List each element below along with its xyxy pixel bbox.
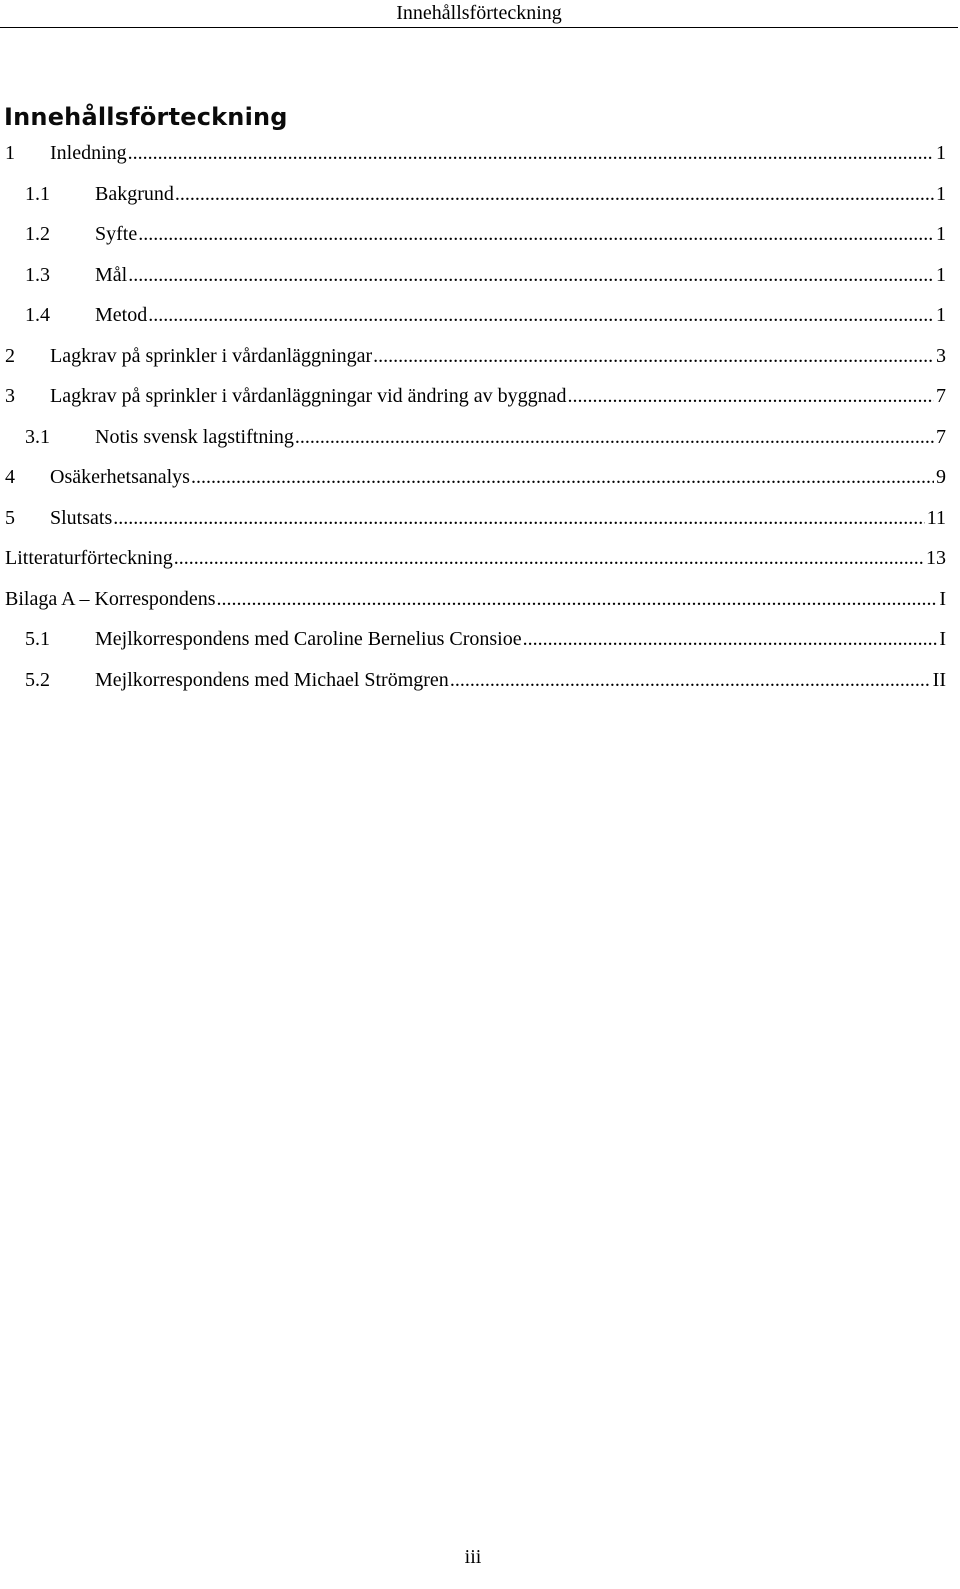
toc-entry[interactable] [0, 586, 946, 627]
toc-entry-page: 1 [936, 304, 946, 326]
toc-entry-page: I [939, 587, 946, 610]
toc-entry[interactable] [0, 545, 946, 586]
dot-leader [174, 545, 924, 572]
toc-entry-page: II [932, 668, 946, 691]
toc-entry-number: 1.1 [25, 182, 50, 205]
toc-entry[interactable] [0, 464, 946, 505]
toc-entry[interactable] [0, 302, 946, 343]
toc-entry-label: Bakgrund [95, 182, 174, 205]
toc-entry-page: 13 [926, 547, 946, 569]
toc-entry-number: 1 [5, 142, 15, 164]
dot-leader [128, 140, 934, 167]
dot-leader [295, 424, 934, 451]
toc-entry-page: 11 [926, 506, 946, 529]
dot-leader [373, 343, 934, 370]
toc-entry-label: Lagkrav på sprinkler i vårdanläggningar vid ändring av byggnad [50, 385, 567, 407]
toc-title: Innehållsförteckning [4, 103, 288, 131]
toc-entry-number: 2 [5, 344, 15, 367]
toc-entry-number: 4 [5, 466, 15, 488]
toc-entry-label: Litteraturförteckning [5, 547, 173, 569]
dot-leader [568, 383, 934, 410]
toc-entry-page: 1 [936, 223, 946, 245]
toc-entry[interactable] [0, 626, 946, 667]
toc-list [0, 140, 946, 707]
toc-entry[interactable] [0, 667, 946, 708]
toc-entry-number: 1.2 [25, 223, 50, 245]
dot-leader [191, 464, 934, 491]
toc-entry-number: 3 [5, 385, 15, 407]
toc-entry-number: 5.1 [25, 628, 50, 650]
toc-entry-label: Mejlkorrespondens med Michael Strömgren [95, 668, 449, 691]
toc-entry[interactable] [0, 505, 946, 546]
toc-entry[interactable] [0, 181, 946, 222]
toc-entry-page: 3 [936, 344, 946, 367]
toc-entry-label: Slutsats [50, 506, 113, 529]
dot-leader [175, 181, 934, 208]
running-header-title: Innehållsförteckning [396, 2, 562, 24]
dot-leader [128, 262, 934, 289]
toc-entry-number: 3.1 [25, 425, 50, 448]
dot-leader [217, 586, 938, 613]
toc-entry[interactable] [0, 383, 946, 424]
toc-entry-page: 1 [936, 263, 946, 286]
toc-entry-page: 7 [936, 385, 946, 407]
toc-entry[interactable] [0, 424, 946, 465]
dot-leader [148, 302, 934, 329]
dot-leader [138, 221, 934, 248]
toc-entry-page: I [939, 628, 946, 650]
toc-entry[interactable] [0, 221, 946, 262]
toc-entry-page: 9 [936, 466, 946, 488]
toc-entry-number: 1.3 [25, 263, 50, 286]
toc-entry-label: Lagkrav på sprinkler i vårdanläggningar [50, 344, 373, 367]
toc-entry-label: Notis svensk lagstiftning [95, 425, 294, 448]
dot-leader [450, 667, 931, 694]
toc-entry[interactable] [0, 343, 946, 384]
dot-leader [113, 505, 924, 532]
toc-entry-label: Mejlkorrespondens med Caroline Bernelius Cronsioe [95, 628, 522, 650]
toc-entry-page: 7 [936, 425, 946, 448]
dot-leader [523, 626, 938, 653]
running-header [0, 0, 958, 28]
toc-entry-number: 5 [5, 506, 15, 529]
page-footer [0, 1544, 946, 1570]
page-number: iii [464, 1546, 482, 1568]
toc-entry[interactable] [0, 262, 946, 303]
toc-entry-label: Syfte [95, 223, 138, 245]
toc-entry-label: Inledning [50, 142, 127, 164]
toc-entry-label: Mål [95, 263, 128, 286]
toc-entry-number: 1.4 [25, 304, 50, 326]
toc-entry-label: Bilaga A – Korrespondens [5, 587, 216, 610]
toc-entry-page: 1 [936, 182, 946, 205]
toc-entry[interactable] [0, 140, 946, 181]
toc-entry-number: 5.2 [25, 668, 50, 691]
toc-entry-label: Metod [95, 304, 148, 326]
toc-entry-label: Osäkerhetsanalys [50, 466, 190, 488]
toc-entry-page: 1 [936, 142, 946, 164]
